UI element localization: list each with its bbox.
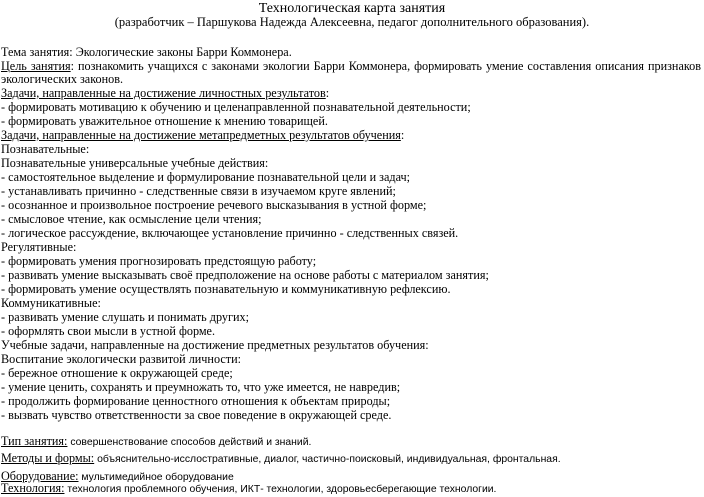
cognitive-item: - осознанное и произвольное построение речевого высказывания в устной форме; (1, 198, 427, 212)
technologies-value: технология проблемного обучения, ИКТ- технологии, здоровьесберегающие технологии. (64, 484, 497, 495)
goal-line-2: экологических законов. (1, 72, 124, 86)
document-title: Технологическая карта занятия (258, 1, 446, 16)
subject-heading: Учебные задачи, направленные на достижение предметных результатов обучения: (1, 338, 429, 352)
regulative-item: - формировать умения прогнозировать предстоящую работу; (1, 254, 317, 268)
communicative-item: - оформлять свои мысли в устной форме. (1, 324, 216, 338)
lesson-type-line (1, 434, 311, 450)
subject-item: - бережное отношение к окружающей среде; (1, 366, 233, 380)
regulative-label: Регулятивные: (1, 240, 77, 254)
personal-heading: Задачи, направленные на достижение личностных результатов (1, 86, 326, 100)
document-subtitle: (разработчик – Паршукова Надежда Алексеевна, педагог дополнительного образования). (114, 15, 590, 29)
topic-line (1, 45, 292, 59)
regulative-item: - развивать умение высказывать своё предположение на основе работы с материалом занятия; (1, 268, 489, 282)
methods-label: Методы и формы: (1, 451, 95, 465)
subject-item: - продолжить формирование ценностного отношения к объектам природы; (1, 394, 391, 408)
meta-heading-line (1, 128, 404, 142)
cognitive-item: - устанавливать причинно - следственные связи в изучаемом круге явлений; (1, 184, 396, 198)
personal-heading-colon: : (325, 86, 330, 100)
meta-heading-colon: : (400, 128, 405, 142)
cognitive-item: - смысловое чтение, как осмысление цели чтения; (1, 212, 262, 226)
lesson-type-value: совершенствование способов действий и знаний. (67, 437, 312, 448)
personal-heading-line (1, 86, 329, 100)
cognitive-item: - логическое рассуждение, включающее установление причинно - следственных связей. (1, 226, 459, 240)
topic-value: : Экологические законы Барри Коммонера. (69, 45, 292, 59)
personal-item: - формировать мотивацию к обучению и целенаправленной познавательной деятельности; (1, 100, 471, 114)
cognitive-label: Познавательные: (1, 142, 90, 156)
methods-value: объяснительно-исслостративные, диалог, частично-поисковый, индивидуальная, фронтальная. (94, 454, 561, 465)
regulative-item: - формировать умение осуществлять познавательную и коммуникативную рефлексию. (1, 282, 451, 296)
subject-sub-label: Воспитание экологически развитой личности: (1, 352, 241, 366)
methods-line (1, 451, 561, 467)
lesson-type-label: Тип занятия: (1, 434, 68, 448)
subject-item: - вызвать чувство ответственности за свое поведение в окружающей среде. (1, 408, 392, 422)
cognitive-item: - самостоятельное выделение и формулирование познавательной цели и задач; (1, 170, 411, 184)
technologies-label: Технология: (1, 481, 65, 495)
cognitive-sub-label: Познавательные универсальные учебные действия: (1, 156, 269, 170)
communicative-item: - развивать умение слушать и понимать других; (1, 310, 249, 324)
subject-item: - умение ценить, сохранять и преумножать то, что уже имеется, не навредив; (1, 380, 401, 394)
personal-item: - формировать уважительное отношение к мнению товарищей. (1, 114, 328, 128)
equipment-value: мультимедийное оборудование (78, 472, 234, 483)
goal-line-1 (1, 59, 701, 73)
equipment-label: Оборудование: (1, 469, 79, 483)
topic-label: Тема занятия (1, 45, 70, 59)
goal-text-1: : познакомить учащихся с законами экологии Барри Коммонера, формировать умение составления описания признаков (70, 59, 701, 73)
goal-label: Цель занятия (1, 59, 71, 73)
meta-heading: Задачи, направленные на достижение метапредметных результатов обучения (1, 128, 401, 142)
communicative-label: Коммуникативные: (1, 296, 101, 310)
